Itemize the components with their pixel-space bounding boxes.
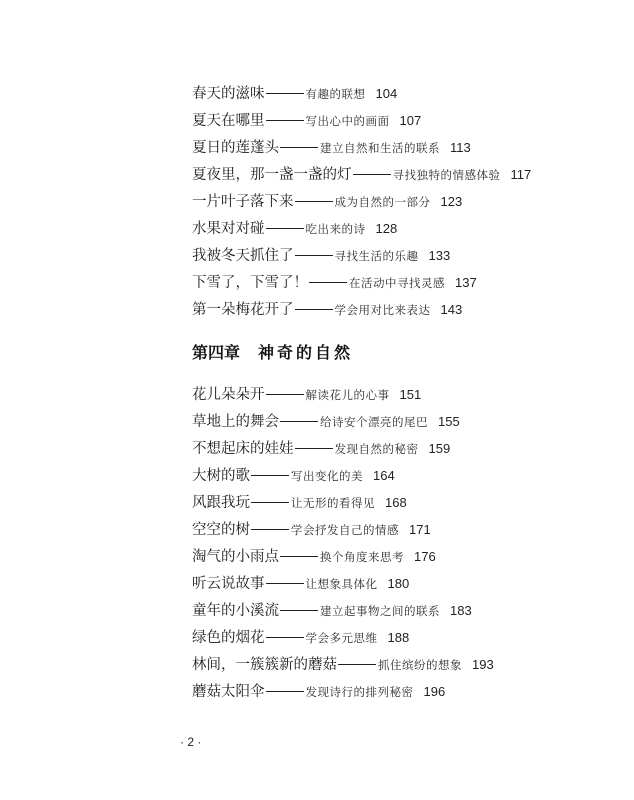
entry-title: 绿色的烟花 (192, 630, 265, 646)
toc-entry[interactable] (192, 410, 494, 437)
entry-page: 137 (455, 275, 477, 290)
entry-page: 171 (409, 522, 431, 537)
entry-title: 水果对对碰 (192, 221, 265, 237)
entry-subtitle: 建立起事物之间的联系 (320, 604, 440, 618)
toc-entry[interactable] (192, 136, 531, 163)
page-number: · 2 · (180, 735, 202, 749)
entry-page: 193 (472, 657, 494, 672)
entry-dash (309, 282, 347, 283)
entry-subtitle: 学会用对比来表达 (334, 303, 431, 317)
entry-title: 不想起床的娃娃 (192, 441, 294, 457)
entry-subtitle: 让想象具体化 (305, 577, 378, 591)
entry-page: 123 (440, 194, 463, 209)
entry-dash (280, 610, 318, 611)
entry-page: 133 (428, 248, 451, 263)
entry-dash (266, 583, 304, 584)
entry-dash (266, 637, 304, 638)
entry-subtitle: 写出心中的画面 (305, 114, 390, 128)
toc-entry[interactable] (192, 518, 494, 545)
entry-dash (280, 556, 318, 557)
entry-subtitle: 成为自然的一部分 (334, 195, 431, 209)
entry-title: 夏日的莲蓬头 (192, 140, 279, 156)
entry-page: 104 (375, 86, 398, 101)
entry-page: 113 (450, 140, 471, 155)
toc-entry[interactable] (192, 464, 494, 491)
toc-section-1 (192, 82, 531, 325)
entry-dash (295, 255, 333, 256)
entry-dash (353, 174, 391, 175)
entry-dash (338, 664, 376, 665)
entry-dash (251, 529, 289, 530)
entry-page: 176 (414, 549, 436, 564)
entry-dash (295, 309, 333, 310)
entry-page: 180 (387, 576, 410, 591)
entry-page: 155 (438, 414, 460, 429)
entry-subtitle: 写出变化的美 (291, 469, 363, 483)
entry-page: 196 (423, 684, 446, 699)
entry-subtitle: 在活动中寻找灵感 (349, 276, 445, 290)
entry-title: 风跟我玩 (192, 495, 250, 511)
entry-subtitle: 抓住缤纷的想象 (378, 658, 462, 672)
entry-dash (251, 475, 289, 476)
entry-title: 春天的滋味 (192, 86, 265, 102)
entry-title: 童年的小溪流 (192, 603, 279, 619)
toc-entry[interactable] (192, 599, 494, 626)
entry-dash (280, 147, 318, 148)
entry-title: 第一朵梅花开了 (192, 302, 294, 318)
entry-page: 151 (399, 387, 422, 402)
entry-title: 草地上的舞会 (192, 414, 279, 430)
chapter-title: 神奇的自然 (258, 343, 354, 362)
entry-dash (251, 502, 289, 503)
entry-subtitle: 发现诗行的排列秘密 (305, 685, 414, 699)
entry-subtitle: 寻找独特的情感体验 (392, 168, 501, 182)
toc-entry[interactable] (192, 109, 531, 136)
entry-title: 淘气的小雨点 (192, 549, 279, 565)
entry-dash (295, 448, 333, 449)
toc-entry[interactable] (192, 491, 494, 518)
entry-page: 117 (510, 167, 532, 182)
entry-subtitle: 解读花儿的心事 (305, 388, 390, 402)
entry-dash (266, 691, 304, 692)
entry-page: 183 (450, 603, 472, 618)
entry-subtitle: 建立自然和生活的联系 (320, 141, 440, 155)
entry-page: 143 (440, 302, 463, 317)
toc-entry[interactable] (192, 244, 531, 271)
toc-entry[interactable] (192, 190, 531, 217)
entry-dash (266, 120, 304, 121)
entry-title: 我被冬天抓住了 (192, 248, 294, 264)
toc-entry[interactable] (192, 163, 531, 190)
toc-entry[interactable] (192, 217, 531, 244)
entry-dash (266, 228, 304, 229)
toc-entry[interactable] (192, 572, 494, 599)
entry-page: 159 (428, 441, 451, 456)
entry-subtitle: 寻找生活的乐趣 (334, 249, 419, 263)
entry-dash (280, 421, 318, 422)
entry-title: 夏夜里，那一盏一盏的灯 (192, 167, 352, 183)
entry-page: 128 (375, 221, 398, 236)
toc-entry[interactable] (192, 437, 494, 464)
entry-title: 一片叶子落下来 (192, 194, 294, 210)
entry-page: 107 (399, 113, 422, 128)
entry-page: 164 (373, 468, 395, 483)
entry-title: 下雪了，下雪了！ (192, 275, 308, 291)
entry-title: 大树的歌 (192, 468, 250, 484)
entry-subtitle: 学会抒发自己的情感 (291, 523, 399, 537)
entry-subtitle: 有趣的联想 (305, 87, 366, 101)
entry-title: 蘑菇太阳伞 (192, 684, 265, 700)
entry-page: 168 (385, 495, 407, 510)
entry-page: 188 (387, 630, 410, 645)
toc-entry[interactable] (192, 626, 494, 653)
entry-subtitle: 发现自然的秘密 (334, 442, 419, 456)
entry-dash (266, 394, 304, 395)
entry-title: 听云说故事 (192, 576, 265, 592)
chapter-number: 第四章 (192, 343, 241, 362)
entry-subtitle: 吃出来的诗 (305, 222, 366, 236)
entry-title: 林间，一簇簇新的蘑菇 (192, 657, 337, 673)
entry-subtitle: 给诗安个漂亮的尾巴 (320, 415, 428, 429)
toc-entry[interactable] (192, 383, 494, 410)
entry-dash (295, 201, 333, 202)
chapter-heading (192, 340, 353, 363)
toc-entry[interactable] (192, 298, 531, 325)
entry-title: 夏天在哪里 (192, 113, 265, 129)
entry-title: 空空的树 (192, 522, 250, 538)
toc-section-2 (192, 383, 494, 707)
toc-entry[interactable] (192, 653, 494, 680)
toc-entry[interactable] (192, 82, 531, 109)
toc-entry[interactable] (192, 680, 494, 707)
toc-entry[interactable] (192, 271, 531, 298)
entry-dash (266, 93, 304, 94)
entry-subtitle: 学会多元思维 (305, 631, 378, 645)
entry-subtitle: 换个角度来思考 (320, 550, 404, 564)
entry-subtitle: 让无形的看得见 (291, 496, 375, 510)
entry-title: 花儿朵朵开 (192, 387, 265, 403)
toc-entry[interactable] (192, 545, 494, 572)
